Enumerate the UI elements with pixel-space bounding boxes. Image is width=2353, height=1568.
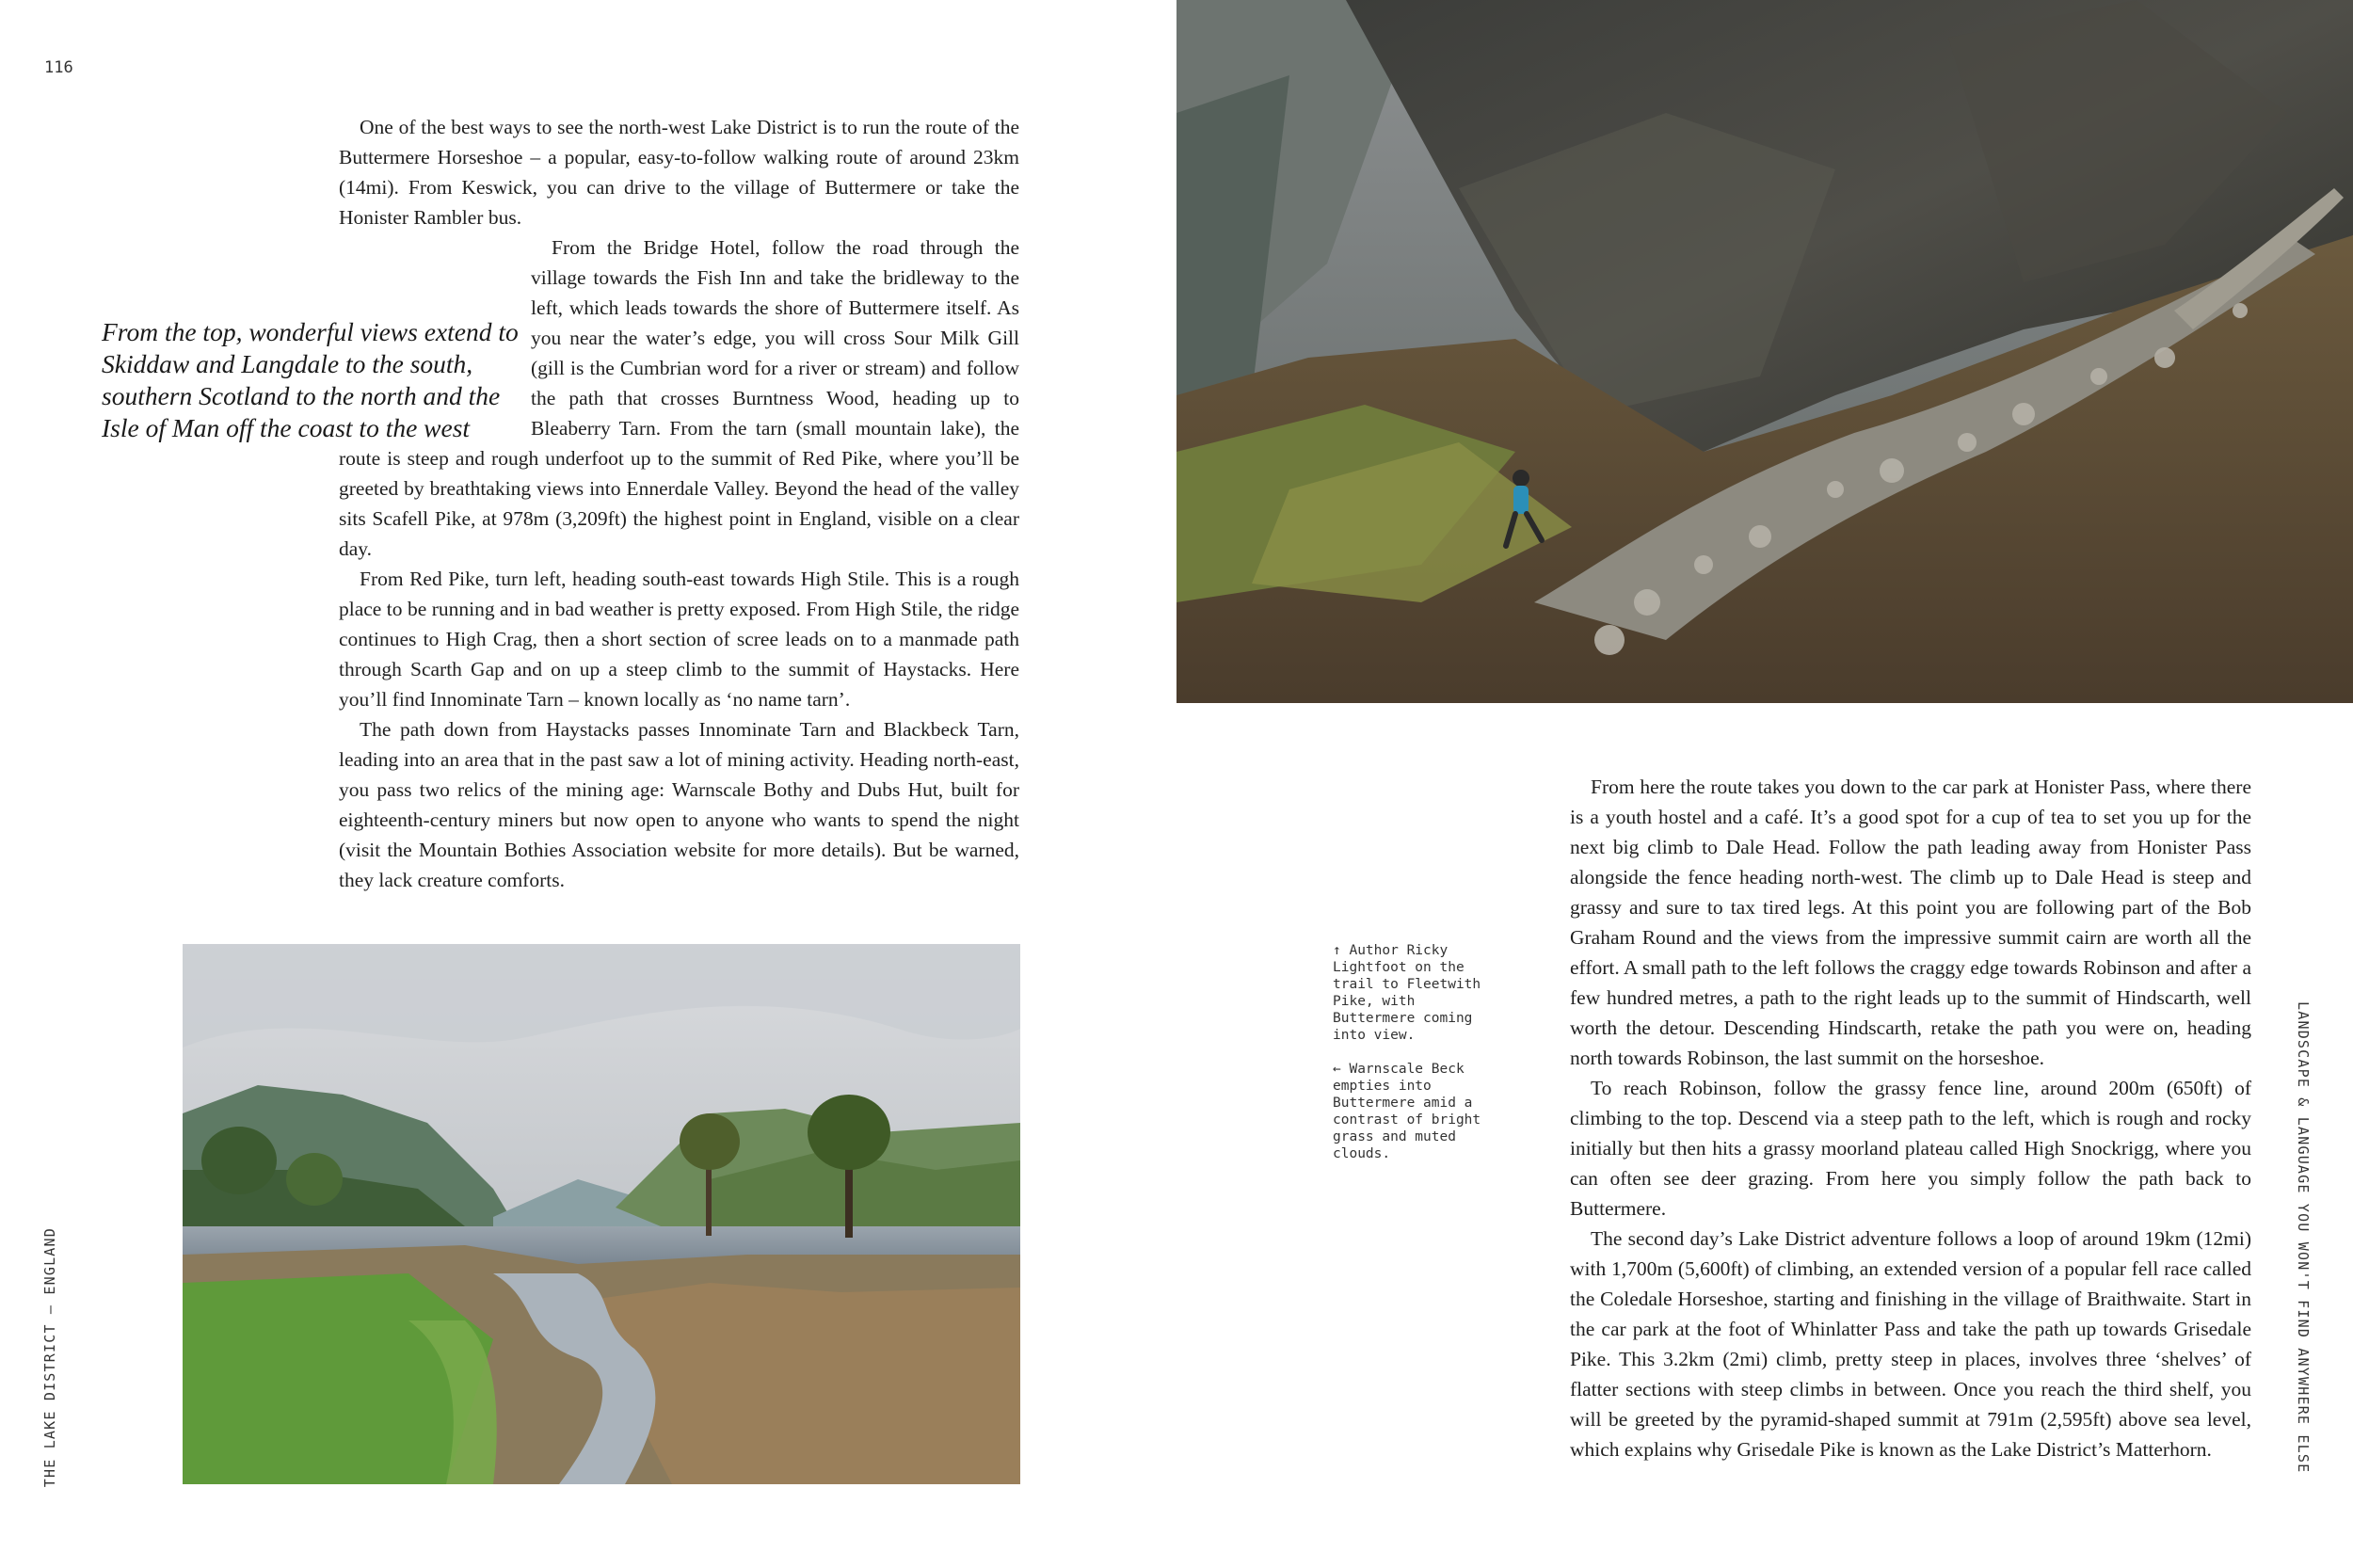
caption-runner: ↑ Author Ricky Lightfoot on the trail to Fleetwith Pike, with Buttermere coming into view. [1333, 943, 1481, 1043]
paragraph-text: From the Bridge Hotel, follow the road through the village towards the Fish Inn and take the bridleway to the left, which leads towards the shore of Buttermere itself. As you near the water’s edge, you will cross Sour Milk Gill (gill is the Cumbrian word for a river or stream) and follow the path that crosses Burntness Wood, heading up to Bleaberry Tarn. From the tarn (small mountain lake), the route is steep and rough underfoot up to the summit of Red Pike, where you’ll be greeted by breathtaking views into Ennerdale Valley. Beyond the head of the valley sits Scafell Pike, at 978m (3,209ft) the highest point in England, visible on a clear day. [339, 236, 1019, 560]
paragraph: From Red Pike, turn left, heading south-east towards High Stile. This is a rough place to be running and in bad weather is pretty exposed. From High Stile, the ridge continues to High Crag, then a short section of scree leads on to a manmade path through Scarth Gap and on up a steep climb to the summit of Haystacks. Here you’ll find Innominate Tarn – known locally as ‘no name tarn’. [339, 568, 1019, 711]
paragraph: One of the best ways to see the north-west Lake District is to run the route of the Buttermere Horseshoe – a popular, easy-to-follow walking route of around 23km (14mi). From Keswick, you can drive to the village of Buttermere or take the Honister Rambler bus. [339, 116, 1019, 229]
paragraph: From here the route takes you down to the car park at Honister Pass, where there is a youth hostel and a café. It’s a good spot for a cup of tea to set you up for the next big climb to Dale Head. Follow the path leading away from Honister Pass alongside the fence heading north-west. The climb up to Dale Head is steep and grassy and sure to tax tired legs. At this point you are following part of the Bob Graham Round and the views from the impressive summit cairn are worth all the effort. A small path to the left follows the craggy edge towards Robinson and after a few hundred metres, a path to the right leads up to the summit of Hindscarth, well worth the detour. Descending Hindscarth, retake the path you were on, heading north towards Robinson, the last summit on the horseshoe. [1570, 776, 2251, 1069]
page-number: 116 [44, 58, 73, 77]
paragraph: The second day’s Lake District adventure follows a loop of around 19km (12mi) with 1,700m (5,600ft) of climbing, an extended version of a popular fell race called the Coledale Horseshoe, starting and finishing in the village of Braithwaite. Start in the car park at the foot of Whinlatter Pass and take the path up towards Grisedale Pike. This 3.2km (2mi) climb, pretty steep in places, involves three ‘shelves’ of flatter sections with steep climbs in between. Once you reach the third shelf, you will be greeted by the pyramid-shaped summit at 791m (2,595ft) above sea level, which explains why Grisedale Pike is known as the Lake District’s Matterhorn. [1570, 1227, 2251, 1461]
lake-photo [183, 944, 1020, 1484]
paragraph: The path down from Haystacks passes Innominate Tarn and Blackbeck Tarn, leading into an area that in the past saw a lot of mining activity. Heading north-east, you pass two relics of the mining age: Warnscale Bothy and Dubs Hut, built for eighteenth-century miners but now open to anyone who wants to spend the night (visit the Mountain Bothies Association website for more details). But be warned, they lack creature comforts. [339, 718, 1019, 891]
mountain-runner-photo [1176, 0, 2353, 703]
caption-lake: ← Warnscale Beck empties into Buttermere amid a contrast of bright grass and muted clouds. [1333, 1062, 1481, 1161]
pull-quote: From the top, wonderful views extend to Skiddaw and Langdale to the south, southern Scotland to the north and the Isle of Man off the coast to the west [102, 317, 519, 442]
running-head-left: THE LAKE DISTRICT — ENGLAND [41, 1226, 58, 1487]
paragraph: To reach Robinson, follow the grassy fence line, around 200m (650ft) of climbing to the top. Descend via a steep path to the left, which is rough and rocky initially but then hits a grassy moorland plateau called High Snockrigg, where you can often see deer grazing. From here you simply follow the path back to Buttermere. [1570, 1077, 2251, 1220]
running-head-right: LANDSCAPE & LANGUAGE YOU WON'T FIND ANYWHERE ELSE [2295, 1001, 2312, 1474]
left-body-text [339, 112, 1019, 895]
right-body-text [1570, 772, 2251, 1464]
